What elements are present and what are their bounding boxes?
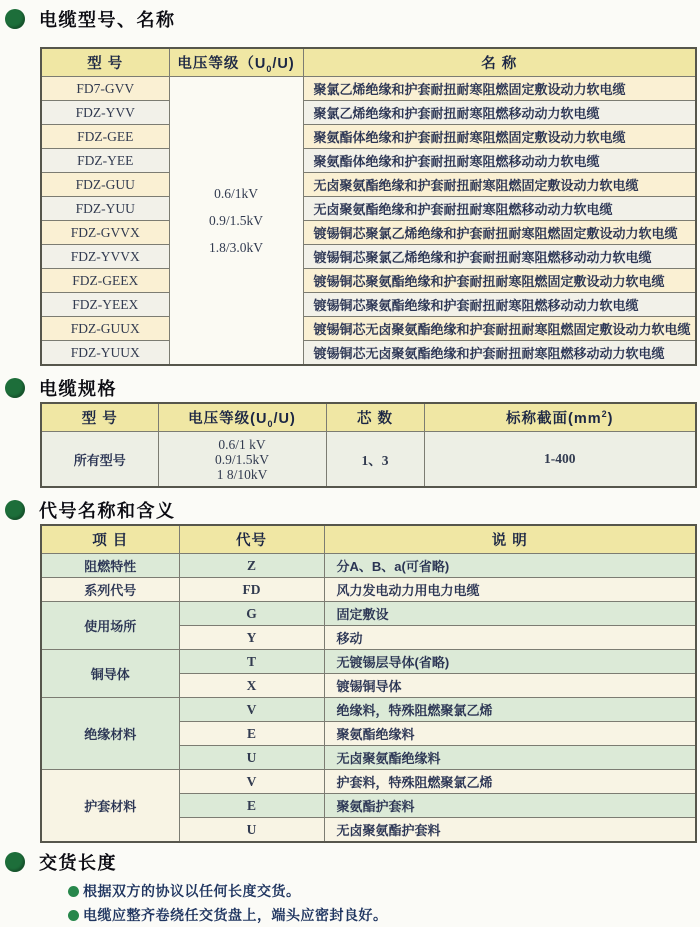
code-meanings-table bbox=[40, 524, 697, 843]
code-cell: E bbox=[179, 722, 324, 746]
desc-cell: 风力发电动力用电力电缆 bbox=[324, 578, 696, 602]
item-cell: 铜导体 bbox=[41, 650, 179, 698]
col-header-voltage: 电压等级$(U_0/U)$ bbox=[158, 403, 326, 432]
section-bullet-icon bbox=[5, 852, 25, 872]
table-row bbox=[41, 317, 696, 341]
delivery-notes-list bbox=[68, 879, 700, 927]
cable-models-table bbox=[40, 47, 697, 366]
model-cell: FD7-GVV bbox=[41, 77, 169, 101]
code-cell: U bbox=[179, 818, 324, 843]
section-title-text: 电缆型号、名称 bbox=[39, 10, 176, 30]
table-row bbox=[41, 221, 696, 245]
table-row bbox=[41, 554, 696, 578]
desc-cell: 聚氨酯绝缘料 bbox=[324, 722, 696, 746]
table-row bbox=[41, 77, 696, 101]
col-header-voltage: 电压等级$(U_0/U)$ bbox=[169, 48, 303, 77]
table-row bbox=[41, 770, 696, 794]
name-cell: 聚氨酯体绝缘和护套耐扭耐寒阻燃固定敷设动力软电缆 bbox=[303, 125, 696, 149]
desc-cell: 护套料，特殊阻燃聚氯乙烯 bbox=[324, 770, 696, 794]
col-header-name: 名 称 bbox=[303, 48, 696, 77]
model-cell: FDZ-YEE bbox=[41, 149, 169, 173]
model-cell: FDZ-YVVX bbox=[41, 245, 169, 269]
name-cell: 聚氨酯体绝缘和护套耐扭耐寒阻燃移动动力软电缆 bbox=[303, 149, 696, 173]
model-cell: FDZ-YUU bbox=[41, 197, 169, 221]
model-cell: FDZ-YEEX bbox=[41, 293, 169, 317]
code-cell: V bbox=[179, 698, 324, 722]
table-row bbox=[41, 149, 696, 173]
desc-cell: 移动 bbox=[324, 626, 696, 650]
model-cell: FDZ-GEEX bbox=[41, 269, 169, 293]
section-bullet-icon bbox=[5, 500, 25, 520]
table-row bbox=[41, 602, 696, 626]
name-cell: 聚氯乙烯绝缘和护套耐扭耐寒阻燃移动动力软电缆 bbox=[303, 101, 696, 125]
section-title-text: 电缆规格 bbox=[39, 379, 117, 399]
voltage-line: 1.8/3.0kV bbox=[209, 240, 263, 255]
name-cell: 镀锡铜芯无卤聚氨酯绝缘和护套耐扭耐寒阻燃固定敷设动力软电缆 bbox=[303, 317, 696, 341]
table-header-row bbox=[41, 525, 696, 554]
table-header-row bbox=[41, 48, 696, 77]
desc-cell: 无镀锡层导体(省略) bbox=[324, 650, 696, 674]
col-header-model: 型 号 bbox=[41, 48, 169, 77]
table-row bbox=[41, 245, 696, 269]
section-title-cable-models bbox=[5, 6, 695, 32]
model-cell: FDZ-GVVX bbox=[41, 221, 169, 245]
voltage-cell bbox=[158, 432, 326, 488]
table-row bbox=[41, 173, 696, 197]
model-cell: FDZ-YUUX bbox=[41, 341, 169, 366]
code-cell: Z bbox=[179, 554, 324, 578]
voltage-line: 1 8/10kV bbox=[216, 466, 268, 482]
desc-cell: 镀锡铜导体 bbox=[324, 674, 696, 698]
cross-section-cell: 1-400 bbox=[424, 432, 696, 488]
code-cell: V bbox=[179, 770, 324, 794]
desc-cell: 无卤聚氨酯绝缘料 bbox=[324, 746, 696, 770]
item-cell: 绝缘材料 bbox=[41, 698, 179, 770]
desc-cell: 固定敷设 bbox=[324, 602, 696, 626]
item-cell: 阻燃特性 bbox=[41, 554, 179, 578]
code-cell: Y bbox=[179, 626, 324, 650]
name-cell: 镀锡铜芯聚氨酯绝缘和护套耐扭耐寒阻燃移动动力软电缆 bbox=[303, 293, 696, 317]
table-row bbox=[41, 125, 696, 149]
name-cell: 无卤聚氨酯绝缘和护套耐扭耐寒阻燃移动动力软电缆 bbox=[303, 197, 696, 221]
desc-cell: 分A、B、a(可省略) bbox=[324, 554, 696, 578]
cores-cell: 1、3 bbox=[326, 432, 424, 488]
name-cell: 镀锡铜芯聚氯乙烯绝缘和护套耐扭耐寒阻燃移动动力软电缆 bbox=[303, 245, 696, 269]
table-row bbox=[41, 269, 696, 293]
col-header-desc: 说 明 bbox=[324, 525, 696, 554]
voltage-line: 0.9/1.5kV bbox=[209, 213, 263, 228]
desc-cell: 聚氨酯护套料 bbox=[324, 794, 696, 818]
desc-cell: 无卤聚氨酯护套料 bbox=[324, 818, 696, 843]
model-cell: FDZ-GUU bbox=[41, 173, 169, 197]
desc-cell: 绝缘料，特殊阻燃聚氯乙烯 bbox=[324, 698, 696, 722]
code-cell: FD bbox=[179, 578, 324, 602]
table-row bbox=[41, 698, 696, 722]
model-cell: FDZ-YVV bbox=[41, 101, 169, 125]
name-cell: 镀锡铜芯无卤聚氨酯绝缘和护套耐扭耐寒阻燃移动动力软电缆 bbox=[303, 341, 696, 366]
list-item bbox=[68, 879, 700, 903]
delivery-note-text: 电缆应整齐卷绕任交货盘上，端头应密封良好。 bbox=[83, 907, 388, 923]
code-cell: G bbox=[179, 602, 324, 626]
voltage-line: 0.6/1 kV bbox=[218, 436, 266, 452]
section-title-code-meanings bbox=[5, 497, 695, 523]
name-cell: 无卤聚氨酯绝缘和护套耐扭耐寒阻燃固定敷设动力软电缆 bbox=[303, 173, 696, 197]
col-header-code: 代号 bbox=[179, 525, 324, 554]
name-cell: 镀锡铜芯聚氨酯绝缘和护套耐扭耐寒阻燃固定敷设动力软电缆 bbox=[303, 269, 696, 293]
voltage-line: 0.6/1kV bbox=[214, 186, 258, 201]
code-cell: T bbox=[179, 650, 324, 674]
code-cell: E bbox=[179, 794, 324, 818]
item-cell: 护套材料 bbox=[41, 770, 179, 843]
section-bullet-icon bbox=[5, 9, 25, 29]
model-cell: 所有型号 bbox=[41, 432, 158, 488]
voltage-line: 0.9/1.5kV bbox=[215, 451, 269, 467]
list-item bbox=[68, 903, 700, 927]
name-cell: 聚氯乙烯绝缘和护套耐扭耐寒阻燃固定敷设动力软电缆 bbox=[303, 77, 696, 101]
table-row bbox=[41, 650, 696, 674]
table-row bbox=[41, 341, 696, 366]
section-bullet-icon bbox=[5, 378, 25, 398]
table-row bbox=[41, 197, 696, 221]
cable-specs-table bbox=[40, 402, 697, 488]
item-cell: 使用场所 bbox=[41, 602, 179, 650]
model-cell: FDZ-GEE bbox=[41, 125, 169, 149]
list-bullet-icon bbox=[68, 886, 79, 897]
col-header-model: 型 号 bbox=[41, 403, 158, 432]
table-row bbox=[41, 578, 696, 602]
delivery-note-text: 根据双方的协议以任何长度交货。 bbox=[83, 883, 301, 899]
section-title-text: 代号名称和含义 bbox=[39, 501, 176, 521]
item-cell: 系列代号 bbox=[41, 578, 179, 602]
table-row bbox=[41, 293, 696, 317]
col-header-cross-section: 标称截面$(mm^2)$ bbox=[424, 403, 696, 432]
voltage-cell bbox=[169, 77, 303, 366]
code-cell: U bbox=[179, 746, 324, 770]
table-row bbox=[41, 432, 696, 488]
name-cell: 镀锡铜芯聚氯乙烯绝缘和护套耐扭耐寒阻燃固定敷设动力软电缆 bbox=[303, 221, 696, 245]
section-title-text: 交货长度 bbox=[39, 853, 117, 873]
list-bullet-icon bbox=[68, 910, 79, 921]
section-title-cable-specs bbox=[5, 375, 695, 401]
table-header-row bbox=[41, 403, 696, 432]
section-title-delivery-length bbox=[5, 849, 695, 875]
table-row bbox=[41, 101, 696, 125]
col-header-cores: 芯 数 bbox=[326, 403, 424, 432]
code-cell: X bbox=[179, 674, 324, 698]
model-cell: FDZ-GUUX bbox=[41, 317, 169, 341]
col-header-item: 项 目 bbox=[41, 525, 179, 554]
